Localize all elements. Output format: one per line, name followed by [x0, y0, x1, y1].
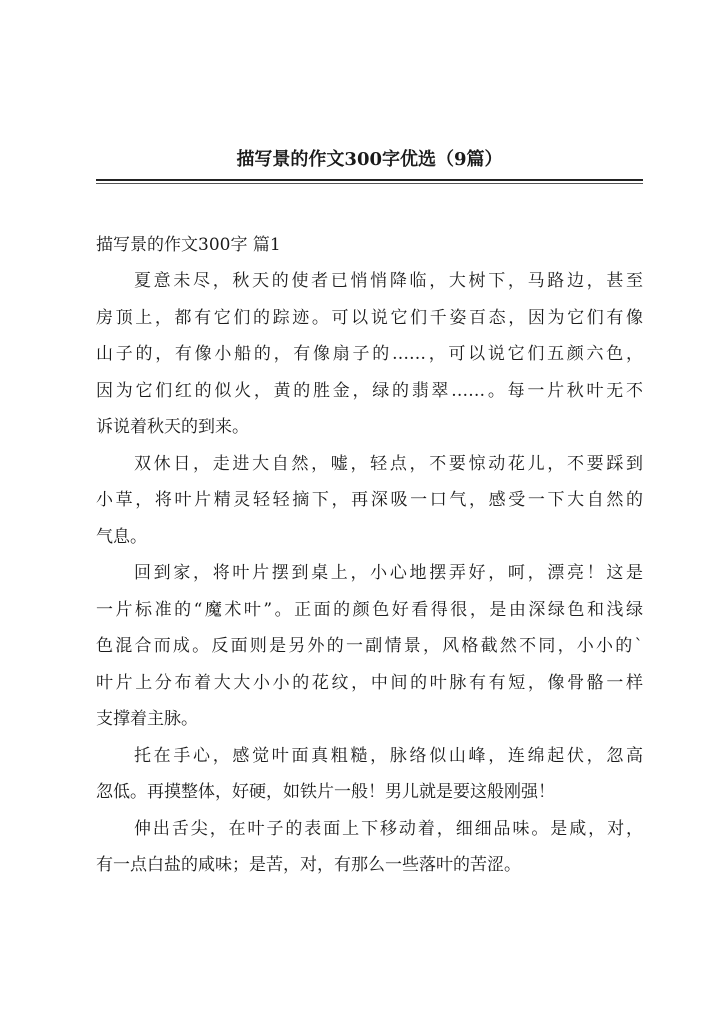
paragraph-5 — [96, 811, 643, 884]
paragraph-line: 色混合而成。反面则是另外的一副情景，风格截然不同，小小的` — [96, 636, 643, 656]
paragraph-line: 夏意未尽，秋天的使者已悄悄降临，大树下，马路边，甚至 — [134, 271, 643, 291]
paragraph-line: 有一点白盐的咸味；是苦，对，有那么一些落叶的苦涩。 — [96, 855, 521, 875]
paragraph-line: 因为它们红的似火，黄的胜金，绿的翡翠……。每一片秋叶无不 — [96, 380, 643, 401]
paragraph-line: 伸出舌尖，在叶子的表面上下移动着，细细品味。是咸，对， — [134, 818, 643, 839]
title-underline-thin — [96, 183, 643, 184]
paragraph-line: 支撑着主脉。 — [96, 709, 198, 729]
paragraph-line: 托在手心，感觉叶面真粗糙，脉络似山峰，连绵起伏，忽高 — [134, 745, 643, 766]
paragraph-line: 回到家，将叶片摆到桌上，小心地摆弄好，呵，漂亮！这是 — [134, 563, 643, 583]
paragraph-line: 忽低。再摸整体，好硬，如铁片一般！男儿就是要这般刚强！ — [96, 782, 555, 802]
paragraph-1 — [96, 263, 643, 446]
document-body — [96, 227, 643, 884]
paragraph-line: 双休日，走进大自然，嘘，轻点，不要惊动花儿，不要踩到 — [134, 453, 643, 474]
paragraph-line: 诉说着秋天的到来。 — [96, 417, 249, 437]
paragraph-4 — [96, 738, 643, 811]
paragraph-line: 山子的，有像小船的，有像扇子的……，可以说它们五颜六色， — [96, 344, 643, 364]
paragraph-2 — [96, 446, 643, 556]
paragraph-line: 一片标准的“魔术叶”。正面的颜色好看得很，是由深绿色和浅绿 — [96, 599, 643, 620]
paragraph-line: 小草，将叶片精灵轻轻摘下，再深吸一口气，感受一下大自然的 — [96, 490, 643, 510]
paragraph-line: 房顶上，都有它们的踪迹。可以说它们千姿百态，因为它们有像 — [96, 307, 643, 328]
paragraph-3 — [96, 555, 643, 738]
document-title: 描写景的作文300字优选（9篇） — [236, 149, 503, 170]
paragraph-line: 叶片上分布着大大小小的花纹，中间的叶脉有有短，像骨骼一样 — [96, 672, 643, 693]
title-underline — [96, 179, 643, 181]
section-heading: 描写景的作文300字 篇1 — [96, 235, 281, 255]
paragraph-line: 气息。 — [96, 526, 147, 547]
